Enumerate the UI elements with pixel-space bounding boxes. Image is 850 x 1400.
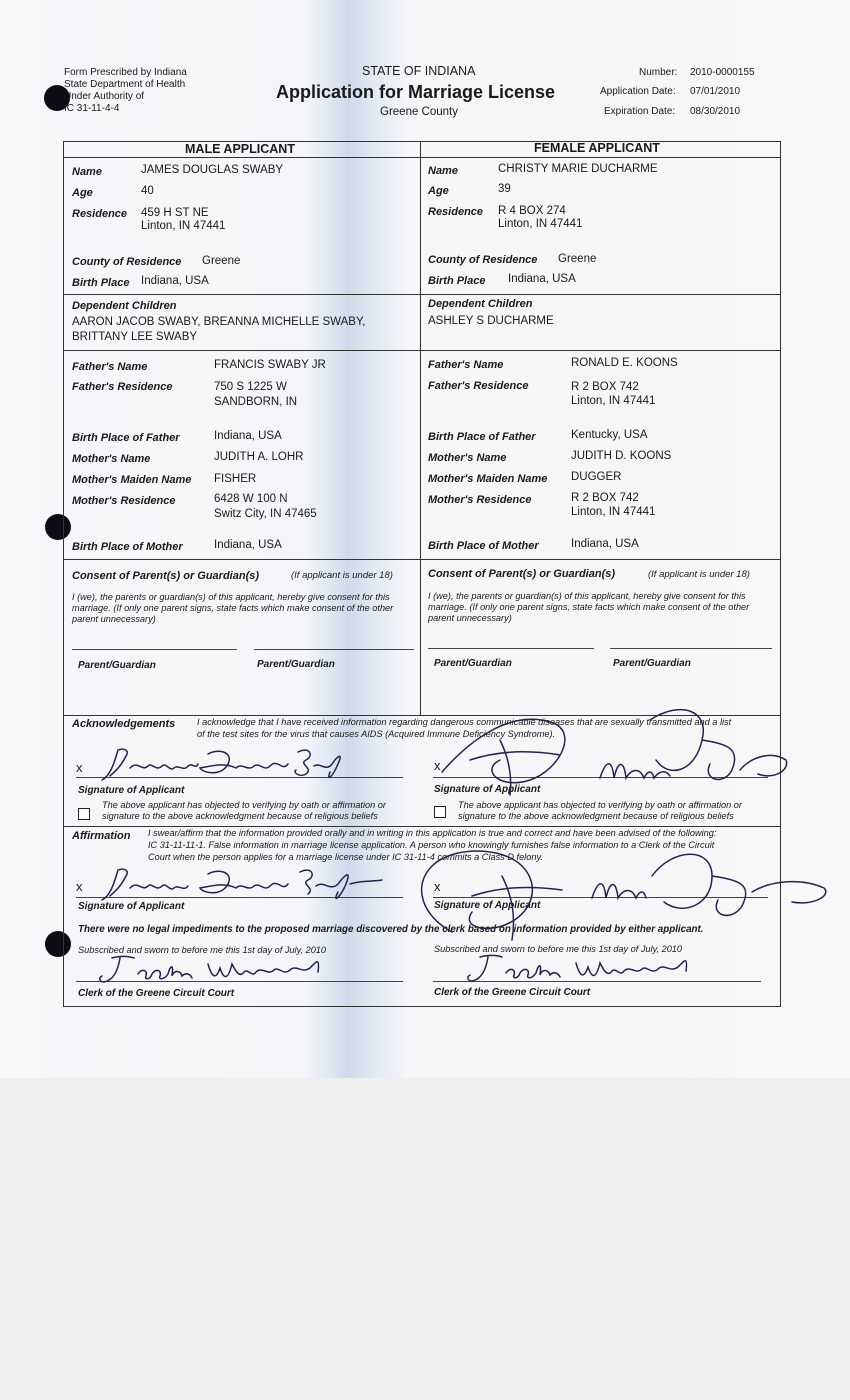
female-residence-line-1: R 4 BOX 274	[498, 205, 566, 217]
female-consent-title: Consent of Parent(s) or Guardian(s)	[428, 568, 616, 580]
female-mothers-maiden-value: DUGGER	[571, 471, 622, 483]
female-age-value: 39	[498, 183, 511, 195]
prescribed-line-1: Form Prescribed by Indiana	[64, 67, 187, 78]
female-county-label: County of Residence	[428, 254, 538, 266]
female-mothers-residence-line-1: R 2 BOX 742	[571, 492, 639, 504]
female-ack-handwritten-signature	[440, 700, 790, 800]
affirmation-title: Affirmation	[72, 830, 131, 842]
female-parent-guardian-label-2: Parent/Guardian	[613, 658, 691, 669]
female-clerk-handwritten-signature	[466, 951, 706, 987]
male-applicant-header: MALE APPLICANT	[185, 142, 295, 156]
row-divider-consent	[63, 559, 780, 560]
form-title: Application for Marriage License	[276, 82, 556, 102]
male-residence-line-1: 459 H ST NE	[141, 207, 209, 219]
state-heading: STATE OF INDIANA	[362, 64, 476, 78]
female-consent-text: I (we), the parents or guardian(s) of this applicant, hereby give consent for this marriage. (If only one parent signs, state facts which make consent of the other parent unnecessary)	[428, 591, 750, 623]
female-mothers-name-label: Mother's Name	[428, 452, 507, 464]
female-children-line-1: ASHLEY S DUCHARME	[428, 315, 554, 327]
affirmation-text-3: Court when the person applies for a marriage license under IC 31-11-4 commits a Class D felony.	[148, 852, 543, 862]
application-date-value: 07/01/2010	[690, 86, 741, 97]
prescribed-line-2: State Department of Health	[64, 79, 186, 90]
column-divider	[420, 141, 421, 716]
female-county-value: Greene	[558, 253, 597, 265]
male-affirm-signature-label: Signature of Applicant	[78, 901, 185, 912]
female-name-value: CHRISTY MARIE DUCHARME	[498, 163, 658, 175]
female-birth-place-father-label: Birth Place of Father	[428, 431, 536, 443]
female-fathers-name-value: RONALD E. KOONS	[571, 357, 678, 369]
female-fathers-residence-line-1: R 2 BOX 742	[571, 381, 639, 393]
female-mothers-maiden-label: Mother's Maiden Name	[428, 473, 548, 485]
female-affirm-x-mark: x	[434, 879, 441, 894]
female-age-label: Age	[428, 185, 449, 197]
male-dependent-children-label: Dependent Children	[72, 300, 177, 312]
number-label: Number:	[639, 67, 678, 78]
no-impediments-statement: There were no legal impediments to the proposed marriage discovered by the clerk based on information provided by either applicant.	[78, 924, 704, 935]
male-name-label: Name	[72, 166, 102, 178]
male-mothers-name-label: Mother's Name	[72, 453, 151, 465]
male-birth-place-label: Birth Place	[72, 277, 130, 289]
county-heading: Greene County	[380, 106, 458, 118]
male-fathers-residence-line-2: SANDBORN, IN	[214, 396, 298, 408]
female-birth-place-mother-label: Birth Place of Mother	[428, 540, 539, 552]
male-ack-x-mark: x	[76, 760, 83, 775]
male-ack-signature-label: Signature of Applicant	[78, 785, 185, 796]
acknowledgements-text-1: I acknowledge that I have received information regarding dangerous communicable diseases that are sexually transmitted and a list	[197, 717, 732, 727]
female-birth-place-label: Birth Place	[428, 275, 486, 287]
female-ack-signature-label: Signature of Applicant	[434, 784, 541, 795]
row-divider-children	[63, 294, 780, 295]
male-objection-text-1: The above applicant has objected to verifying by oath or affirmation or	[102, 800, 386, 810]
male-ack-handwritten-signature	[100, 742, 360, 787]
female-objection-text-1: The above applicant has objected to verifying by oath or affirmation or	[458, 800, 742, 810]
row-divider-affirmation	[63, 826, 780, 827]
row-divider-parents	[63, 350, 780, 351]
male-fathers-residence-line-1: 750 S 1225 W	[214, 381, 287, 393]
male-mothers-maiden-label: Mother's Maiden Name	[72, 474, 192, 486]
prescribed-line-3: Under Authority of	[64, 91, 145, 102]
acknowledgements-title: Acknowledgements	[72, 718, 176, 730]
male-mothers-residence-line-1: 6428 W 100 N	[214, 493, 288, 505]
male-residence-label: Residence	[72, 208, 128, 220]
female-parent-line-2	[610, 648, 772, 649]
female-mothers-residence-line-2: Linton, IN 47441	[571, 506, 656, 518]
male-birth-place-mother-value: Indiana, USA	[214, 539, 282, 551]
female-birth-place-mother-value: Indiana, USA	[571, 538, 639, 550]
affirmation-text-1: I swear/affirm that the information provided orally and in writing in this application is true and correct and have been advised of the following:	[148, 828, 717, 838]
female-ack-x-mark: x	[434, 758, 441, 773]
male-children-line-1: AARON JACOB SWABY, BREANNA MICHELLE SWABY,	[72, 316, 366, 328]
female-birth-place-value: Indiana, USA	[508, 273, 576, 285]
male-residence-line-2: Linton, IN 47441	[141, 220, 226, 232]
female-affirm-signature-label: Signature of Applicant	[434, 900, 541, 911]
female-fathers-residence-label: Father's Residence	[428, 380, 529, 392]
row-divider-header	[63, 157, 780, 158]
female-consent-condition: (If applicant is under 18)	[648, 569, 750, 580]
female-parent-guardian-label-1: Parent/Guardian	[434, 658, 512, 669]
male-clerk-handwritten-signature	[98, 952, 338, 988]
male-mothers-maiden-value: FISHER	[214, 473, 257, 485]
application-date-label: Application Date:	[600, 86, 676, 97]
male-parent-line-2	[254, 649, 414, 650]
male-objection-text-2: signature to the above acknowledgment because of religious beliefs	[102, 811, 378, 821]
male-clerk-label: Clerk of the Greene Circuit Court	[78, 988, 235, 999]
male-consent-text: I (we), the parents or guardian(s) of this applicant, hereby give consent for this marriage. (If only one parent signs, state facts which make consent of the other parent unnecessary)	[72, 592, 394, 624]
female-objection-text-2: signature to the above acknowledgment because of religious beliefs	[458, 811, 734, 821]
female-objection-checkbox[interactable]	[434, 806, 446, 818]
number-value: 2010-0000155	[690, 67, 755, 78]
male-mothers-residence-line-2: Switz City, IN 47465	[214, 508, 317, 520]
male-county-label: County of Residence	[72, 256, 182, 268]
female-parent-line-1	[428, 648, 594, 649]
affirmation-text-2: IC 31-11-11-1. False information in marriage license application. A person who knowingly furnishes false information to a Clerk of the Circuit	[148, 840, 715, 850]
female-affirm-handwritten-signature	[412, 836, 832, 946]
expiration-date-value: 08/30/2010	[690, 106, 741, 117]
male-children-line-2: BRITTANY LEE SWABY	[72, 331, 198, 343]
female-fathers-name-label: Father's Name	[428, 359, 504, 371]
female-birth-place-father-value: Kentucky, USA	[571, 429, 648, 441]
female-applicant-header: FEMALE APPLICANT	[534, 141, 660, 155]
expiration-date-label: Expiration Date:	[604, 106, 676, 117]
male-name-value: JAMES DOUGLAS SWABY	[141, 164, 284, 176]
male-consent-condition: (If applicant is under 18)	[291, 570, 393, 581]
male-consent-title: Consent of Parent(s) or Guardian(s)	[72, 570, 260, 582]
male-objection-checkbox[interactable]	[78, 808, 90, 820]
acknowledgements-text-2: of the test sites for the virus that causes AIDS (Acquired Immune Deficiency Syndrome).	[197, 729, 556, 739]
male-mothers-name-value: JUDITH A. LOHR	[214, 451, 304, 463]
female-subscribed-text: Subscribed and sworn to before me this 1st day of July, 2010	[434, 944, 683, 954]
male-county-value: Greene	[202, 255, 241, 267]
male-parent-line-1	[72, 649, 237, 650]
male-age-value: 40	[141, 185, 154, 197]
female-name-label: Name	[428, 165, 458, 177]
female-dependent-children-label: Dependent Children	[428, 298, 533, 310]
male-affirm-x-mark: x	[76, 879, 83, 894]
male-age-label: Age	[72, 187, 93, 199]
male-fathers-name-label: Father's Name	[72, 361, 148, 373]
male-birth-place-father-value: Indiana, USA	[214, 430, 282, 442]
male-birth-place-mother-label: Birth Place of Mother	[72, 541, 183, 553]
blank-area-below-document	[0, 1078, 850, 1400]
male-birth-place-value: Indiana, USA	[141, 275, 209, 287]
prescribed-line-4: IC 31-11-4-4	[64, 103, 120, 114]
female-residence-label: Residence	[428, 206, 484, 218]
male-fathers-residence-label: Father's Residence	[72, 381, 173, 393]
female-clerk-label: Clerk of the Greene Circuit Court	[434, 987, 591, 998]
male-subscribed-text: Subscribed and sworn to before me this 1st day of July, 2010	[78, 945, 327, 955]
male-parent-guardian-label-2: Parent/Guardian	[257, 659, 335, 670]
male-parent-guardian-label-1: Parent/Guardian	[78, 660, 156, 671]
male-birth-place-father-label: Birth Place of Father	[72, 432, 180, 444]
male-fathers-name-value: FRANCIS SWABY JR	[214, 359, 326, 371]
female-mothers-name-value: JUDITH D. KOONS	[571, 450, 672, 462]
male-mothers-residence-label: Mother's Residence	[72, 495, 176, 507]
female-mothers-residence-label: Mother's Residence	[428, 494, 532, 506]
male-affirm-handwritten-signature	[100, 862, 390, 907]
female-residence-line-2: Linton, IN 47441	[498, 218, 583, 230]
female-fathers-residence-line-2: Linton, IN 47441	[571, 395, 656, 407]
